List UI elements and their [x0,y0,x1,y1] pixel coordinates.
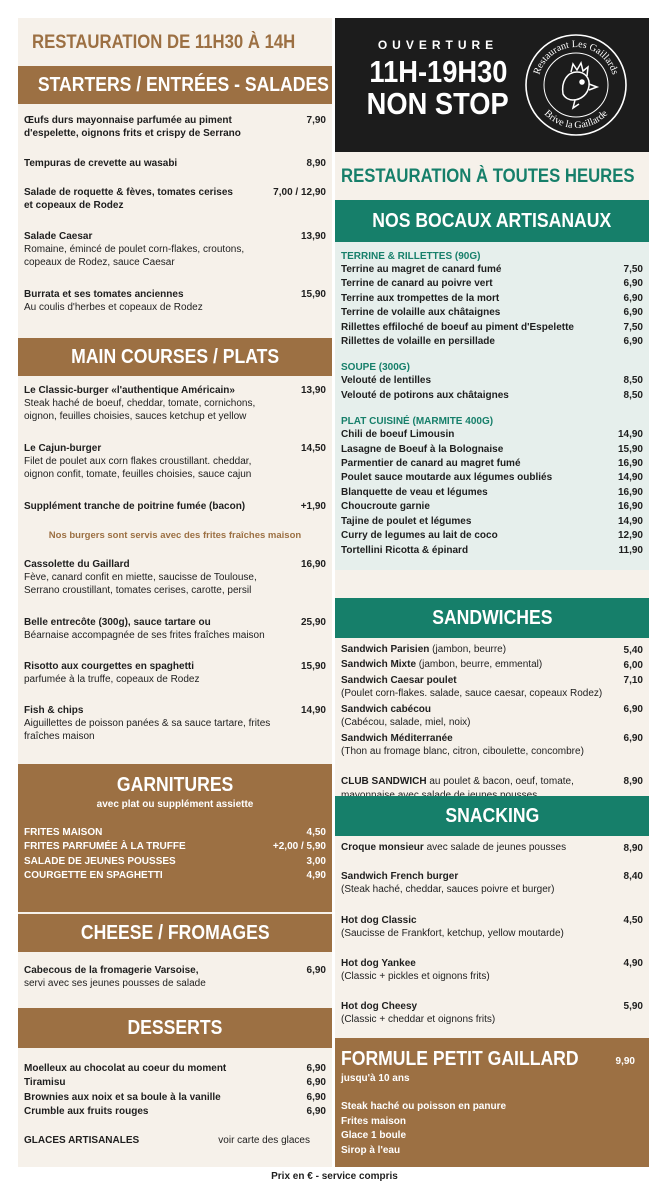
formule-subtitle: jusqu'à 10 ans [341,1073,410,1084]
formule-item: Sirop à l'eau [341,1144,401,1156]
svg-text:Restaurant Les Gaillards [532,39,621,76]
footer-note: Prix en € - service compris [271,1171,398,1182]
sandwich-item: Sandwich Caesar poulet (Poulet corn-flakes. salade, sauce caesar, copeaux Rodez) 7,10 [341,675,643,699]
bocal-item: Tortellini Ricotta & épinard 11,90 [341,544,643,556]
bocal-item: Tajine de poulet et légumes 14,90 [341,515,643,527]
snack-item: Hot dog Classic (Saucisse de Frankfort, ketchup, yellow moutarde) 4,50 [341,915,643,939]
formule-item: Frites maison [341,1115,407,1127]
sandwich-item: Sandwich cabécou (Cabécou, salade, miel, noix) 6,90 [341,704,643,728]
garniture-item: SALADE DE JEUNES POUSSES 3,00 [24,855,326,867]
desserts-list [18,1062,332,1148]
opening-hours: 11H-19H30 [368,54,508,89]
bocal-item: Velouté de lentilles 8,50 [341,375,643,387]
sandwich-item: Sandwich Méditerranée (Thon au fromage blanc, citron, ciboulette, concombre) 6,90 [341,733,643,757]
bocal-item: Curry de legumes au lait de coco 12,90 [341,530,643,542]
restaurant-logo [523,32,629,138]
bocal-item: Terrine de canard au poivre vert 6,90 [341,278,643,290]
snack-item: Croque monsieur avec salade de jeunes pousses 8,90 [341,842,643,854]
starters-header: STARTERS / ENTRÉES - SALADES [18,66,332,104]
menu-item: Salade Caesar Romaine, émincé de poulet corn-flakes, croutons, copeaux de Rodez, sauce Caesar 13,90 [24,231,326,268]
category-label: SOUPE (300G) [341,362,410,374]
bocal-item: Choucroute garnie 16,90 [341,501,643,513]
sandwich-item: Sandwich Mixte (jambon, beurre, emmental) 6,00 [341,659,643,671]
menu-item: Œufs durs mayonnaise parfumée au piment d'espelette, oignons frits et crispy de Serrano 7,90 [24,115,326,139]
bocaux-list [335,250,649,558]
bocal-item: Poulet sauce moutarde aux légumes oubliés 14,90 [341,472,643,484]
dessert-item: Tiramisu 6,90 [24,1077,326,1089]
svg-text:Brive la Gaillarde [542,108,610,131]
cheese-header: CHEESE / FROMAGES [18,914,332,952]
garnitures-title: GARNITURES [116,774,234,796]
snack-item: Sandwich French burger (Steak haché, cheddar, sauces poivre et burger) 8,40 [341,871,643,895]
opening-nonstop: NON STOP [367,86,509,121]
logo-bottom-text: Brive la Gaillarde [541,108,611,132]
formule-item: Glace 1 boule [341,1130,407,1141]
dessert-item: Brownies aux noix et sa boule à la vanille 6,90 [24,1091,326,1103]
formule-items [341,1100,506,1158]
bocal-item: Velouté de potirons aux châtaignes 8,50 [341,389,643,401]
lunch-header: RESTAURATION DE 11H30 À 14H [32,32,296,53]
dessert-item: Crumble aux fruits rouges 6,90 [24,1106,326,1118]
menu-item: Le Classic-burger «l'authentique Américain» Steak haché de boeuf, cheddar, tomate, cornichons, oignon, feuilles choisies, sauces ketchup et yellow 13,90 [24,385,326,422]
right-column [335,18,649,1167]
menu-item: Cabecous de la fromagerie Varsoise, servi avec ses jeunes pousses de salade 6,90 [24,965,326,989]
formule-box [335,1038,649,1167]
bocal-item: Rillettes effiloché de boeuf au piment d'Espelette 7,50 [341,321,643,333]
burger-note: Nos burgers sont servis avec des frites fraîches maison [48,530,302,541]
bocal-item: Terrine de volaille aux châtaignes 6,90 [341,307,643,319]
snack-item: Hot dog Cheesy (Classic + cheddar et oignons frits) 5,90 [341,1001,643,1025]
opening-label: OUVERTURE [377,38,499,52]
menu-item: Fish & chips Aiguillettes de poisson panées & sa sauce tartare, frites fraîches maison 14,90 [24,705,326,742]
dessert-item: Moelleux au chocolat au coeur du moment 6,90 [24,1063,326,1074]
menu-item: Burrata et ses tomates anciennes Au coulis d'herbes et copeaux de Rodez 15,90 [24,289,326,313]
bocal-item: Terrine au magret de canard fumé 7,50 [341,264,643,275]
rooster-icon [563,63,597,108]
bocal-item: Rillettes de volaille en persillade 6,90 [341,336,643,348]
snacking-header: SNACKING [335,796,649,836]
bocal-item: Blanquette de veau et légumes 16,90 [341,486,643,498]
bocal-item: Lasagne de Boeuf à la Bolognaise 15,90 [341,443,643,455]
mains-header: MAIN COURSES / PLATS [18,338,332,376]
menu-item: Supplément tranche de poitrine fumée (bacon) +1,90 [24,501,326,512]
menu-item: Belle entrecôte (300g), sauce tartare ou Béarnaise accompagnée de ses frites fraîches maison 25,90 [24,617,326,641]
menu-item: Cassolette du Gaillard Fève, canard confit en miette, saucisse de Toulouse, Serrano croustillant, tomates cerises, carotte, persil 16,90 [24,559,326,596]
garniture-item: FRITES MAISON 4,50 [24,827,326,838]
formule-price: 9,90 [615,1056,635,1067]
snack-item: Hot dog Yankee (Classic + pickles et oignons frits) 4,90 [341,958,643,982]
menu-item: Tempuras de crevette au wasabi 8,90 [24,158,326,169]
sandwich-item: CLUB SANDWICH au poulet & bacon, oeuf, tomate, 8,90 [341,776,643,787]
garniture-item: FRITES PARFUMÉE À LA TRUFFE +2,00 / 5,90 [24,841,326,853]
garnitures-box [18,764,332,912]
bocal-item: Chili de boeuf Limousin 14,90 [341,429,643,441]
garniture-item: COURGETTE EN SPAGHETTI 4,90 [24,870,326,882]
desserts-header: DESSERTS [18,1008,332,1048]
opening-banner [335,18,649,152]
left-column [18,18,332,1167]
bocal-item: Terrine aux trompettes de la mort 6,90 [341,292,643,304]
menu-item: Risotto aux courgettes en spaghetti parfumée à la truffe, copeaux de Rodez 15,90 [24,661,326,685]
formule-item: Steak haché ou poisson en panure [341,1101,507,1112]
logo-top-text: Restaurant Les Gaillards [531,38,621,77]
formule-title: FORMULE PETIT GAILLARD [341,1048,579,1070]
category-label: PLAT CUISINÉ (MARMITE 400G) [341,416,494,428]
sandwiches-header: SANDWICHES [335,598,649,638]
allday-header: RESTAURATION À TOUTES HEURES [341,166,635,187]
glaces-item: GLACES ARTISANALES voir carte des glaces [24,1134,310,1146]
category-label: TERRINE & RILLETTES (90G) [341,251,481,262]
bocal-item: Parmentier de canard au magret fumé 16,90 [341,458,643,470]
bocaux-header: NOS BOCAUX ARTISANAUX [335,200,649,242]
garnitures-subtitle: avec plat ou supplément assiette [96,799,254,810]
menu-item: Le Cajun-burger Filet de poulet aux corn flakes croustillant. cheddar, oignon confit, tomate, feuilles choisies, sauce cajun 14,50 [24,443,326,480]
menu-item: Salade de roquette & fèves, tomates cerises et copeaux de Rodez 7,00 / 12,90 [24,187,326,211]
sandwich-item: Sandwich Parisien (jambon, beurre) 5,40 [341,644,643,656]
